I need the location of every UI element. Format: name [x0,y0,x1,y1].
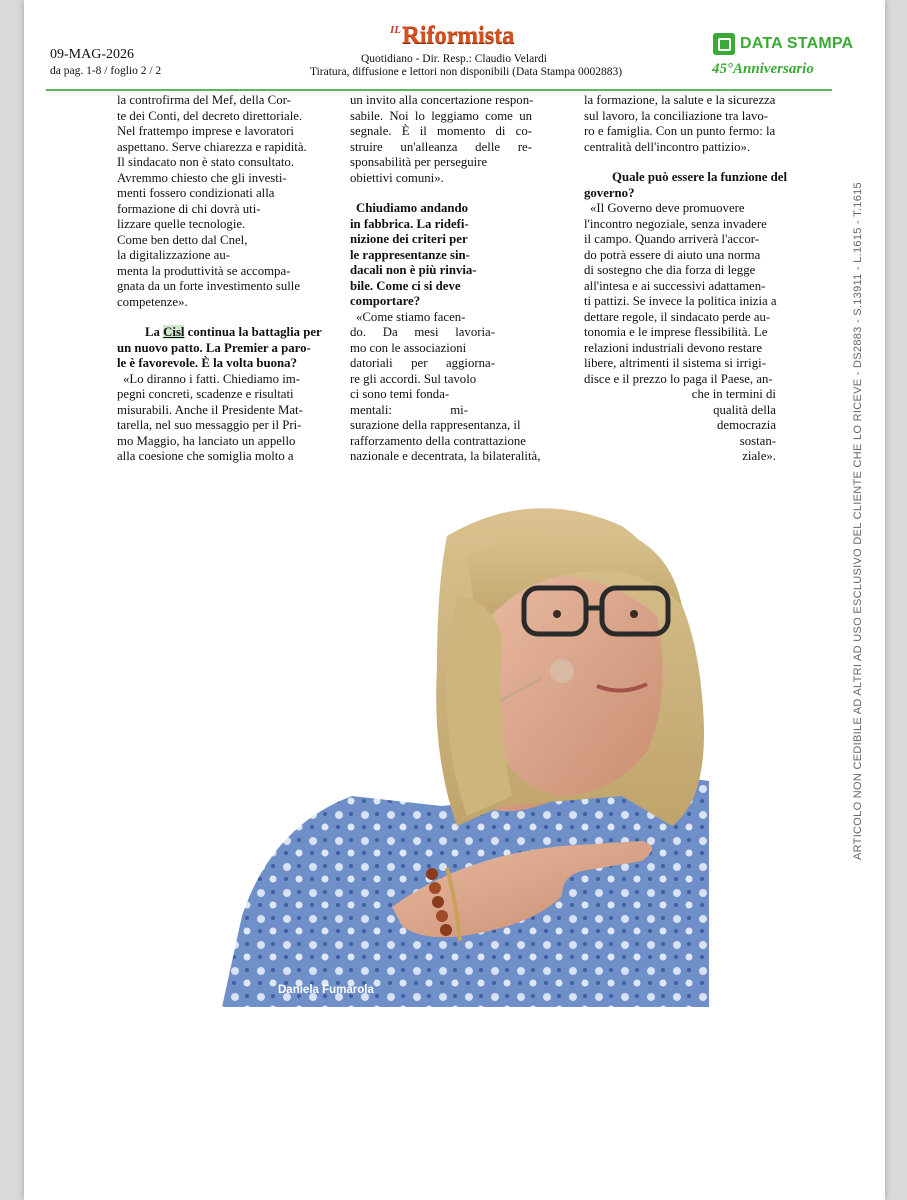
brand-name: DATA STAMPA [740,35,854,52]
answer-line: qualità della [713,402,776,417]
interview-question [117,325,329,341]
answer-line: l'incontro negoziale, senza invadere [584,216,767,231]
answer-line: misurabili. Anche il Presidente Mat- [117,402,303,417]
question-line: in fabbrica. La ridefi- [350,216,469,231]
text-line: centralità dell'incontro pattizio». [584,139,751,154]
text-line: Il sindacato non è stato consultato. [117,155,294,169]
editor-line: Quotidiano - Dir. Resp.: Claudio Velardi [360,53,547,65]
question-text: La [145,325,164,339]
question-line: Quale può essere la funzione del [612,170,788,184]
answer-line: alla coesione che somiglia molto a [117,449,294,463]
text-line: segnale. È il momento di co- [350,124,532,138]
answer-line: mo con le associazioni [350,340,467,355]
text-line: sabile. Noi lo leggiamo come un [350,108,532,123]
answer-line: ti pattizi. Se invece la politica inizia a [584,294,777,308]
text-line: la formazione, la salute e la sicurezza [584,93,776,107]
answer-line: il campo. Quando arriverà l'accor- [584,232,760,246]
answer-line: disce e il prezzo lo paga il Paese, an- [584,371,773,386]
answer-line: do potrà essere di aiuto una norma [584,247,761,262]
answer-line: tonomia e le imprese flessibilità. Le [584,325,768,339]
publication-date: 09-MAG-2026 [50,47,134,62]
text-line: la controfirma del Mef, della Cor- [117,93,291,107]
answer-line: mentali: mi- [350,402,468,417]
question-line: comportare? [350,294,421,308]
text-line: Come ben detto dal Cnel, [117,232,248,247]
article-column-3 [584,93,796,465]
answer-line: democrazia [717,418,776,432]
text-line: te dei Conti, del decreto direttoriale. [117,108,303,123]
text-line: lizzare quelle tecnologie. [117,217,246,231]
portrait-illustration [202,496,709,1007]
text-line: struire un'alleanza delle re- [350,139,532,154]
text-line: menti fossero condizionati alla [117,186,275,200]
answer-line: sostan- [739,433,776,448]
data-stampa-brand [713,33,853,55]
answer-line: che in termini di [691,387,776,401]
answer-line: mo Maggio, ha lanciato un appello [117,433,296,448]
question-line: Chiudiamo andando [356,201,469,215]
newspaper-logo [390,16,514,50]
text-line: sul lavoro, la conciliazione tra lavo- [584,108,769,123]
answer-line: pegni concreti, scadenze e risultati [117,387,294,401]
text-line: un invito alla concertazione respon- [350,93,534,107]
text-line: sponsabilità per perseguire [350,155,488,169]
answer-line: dettare regole, il sindacato perde au- [584,309,771,324]
article-column-2 [350,93,562,465]
question-line: governo? [584,185,635,200]
question-line: bile. Come ci si deve [350,278,461,293]
text-line: menta la produttività se accompa- [117,263,291,278]
logo-name: Riformista [402,22,515,49]
answer-line: «Il Governo deve promuovere [590,201,745,215]
answer-line: surazione della rappresentanza, il [350,418,521,432]
answer-line: «Lo diranno i fatti. Chiediamo im- [123,371,300,386]
text-line: Avremmo chiesto che gli investi- [117,170,287,185]
answer-line: nazionale e decentrata, la bilateralità, [350,449,541,463]
text-line: gnata da un forte investimento sulle [117,279,301,293]
answer-line: all'intesa e ai successivi adattamen- [584,278,766,293]
question-text: continua la battaglia per [184,325,322,339]
text-line: competenze». [117,294,188,309]
answer-line: «Come stiamo facen- [356,309,466,324]
article-column-1 [117,93,329,465]
question-line: le rappresentanze sin- [350,247,470,262]
question-line: dacali non è più rinvia- [350,263,477,277]
logo-prefix: IL [390,24,401,36]
anniversary-label: 45°Anniversario [712,61,814,77]
text-line: Nel frattempo imprese e lavoratori [117,124,294,138]
question-line: le è favorevole. È la volta buona? [117,356,297,370]
copyright-notice: ARTICOLO NON CEDIBILE AD ALTRI AD USO ESCLUSIVO DEL CLIENTE CHE LO RICEVE - DS2883 - S.13911 - L.1615 - T.1615 [852,182,864,860]
question-line: nizione dei criteri per [350,232,468,246]
text-line: aspettano. Serve chiarezza e rapidità. [117,139,307,154]
answer-line: di sostegno che dia forza di legge [584,263,756,277]
highlighted-term: Cisl [163,325,185,339]
circulation-line: Tiratura, diffusione e lettori non disponibili (Data Stampa 0002883) [309,66,623,78]
photo-caption: Daniela Fumarola [278,984,374,996]
answer-line: libere, altrimenti il sistema si irrigi- [584,356,766,370]
answer-line: ci sono temi fonda- [350,387,450,401]
text-line: formazione di chi dovrà uti- [117,201,261,216]
page-reference: da pag. 1-8 / foglio 2 / 2 [50,65,162,77]
answer-line: re gli accordi. Sul tavolo [350,371,477,386]
text-line: obiettivi comuni». [350,170,444,185]
answer-line: ziale». [742,449,776,463]
answer-line: relazioni industriali devono restare [584,340,763,355]
text-line: ro e famiglia. Con un punto fermo: la [584,124,776,138]
data-stampa-logo-icon [713,33,735,55]
newspaper-page [24,0,885,1200]
text-line: la digitalizzazione au- [117,248,230,262]
answer-line: tarella, nel suo messaggio per il Pri- [117,418,302,432]
answer-line: do. Da mesi lavoria- [350,325,495,339]
portrait-photo [202,496,709,1007]
question-line: un nuovo patto. La Premier a paro- [117,340,311,355]
answer-line: datoriali per aggiorna- [350,356,495,370]
header-divider [46,89,832,91]
answer-line: rafforzamento della contrattazione [350,433,526,448]
